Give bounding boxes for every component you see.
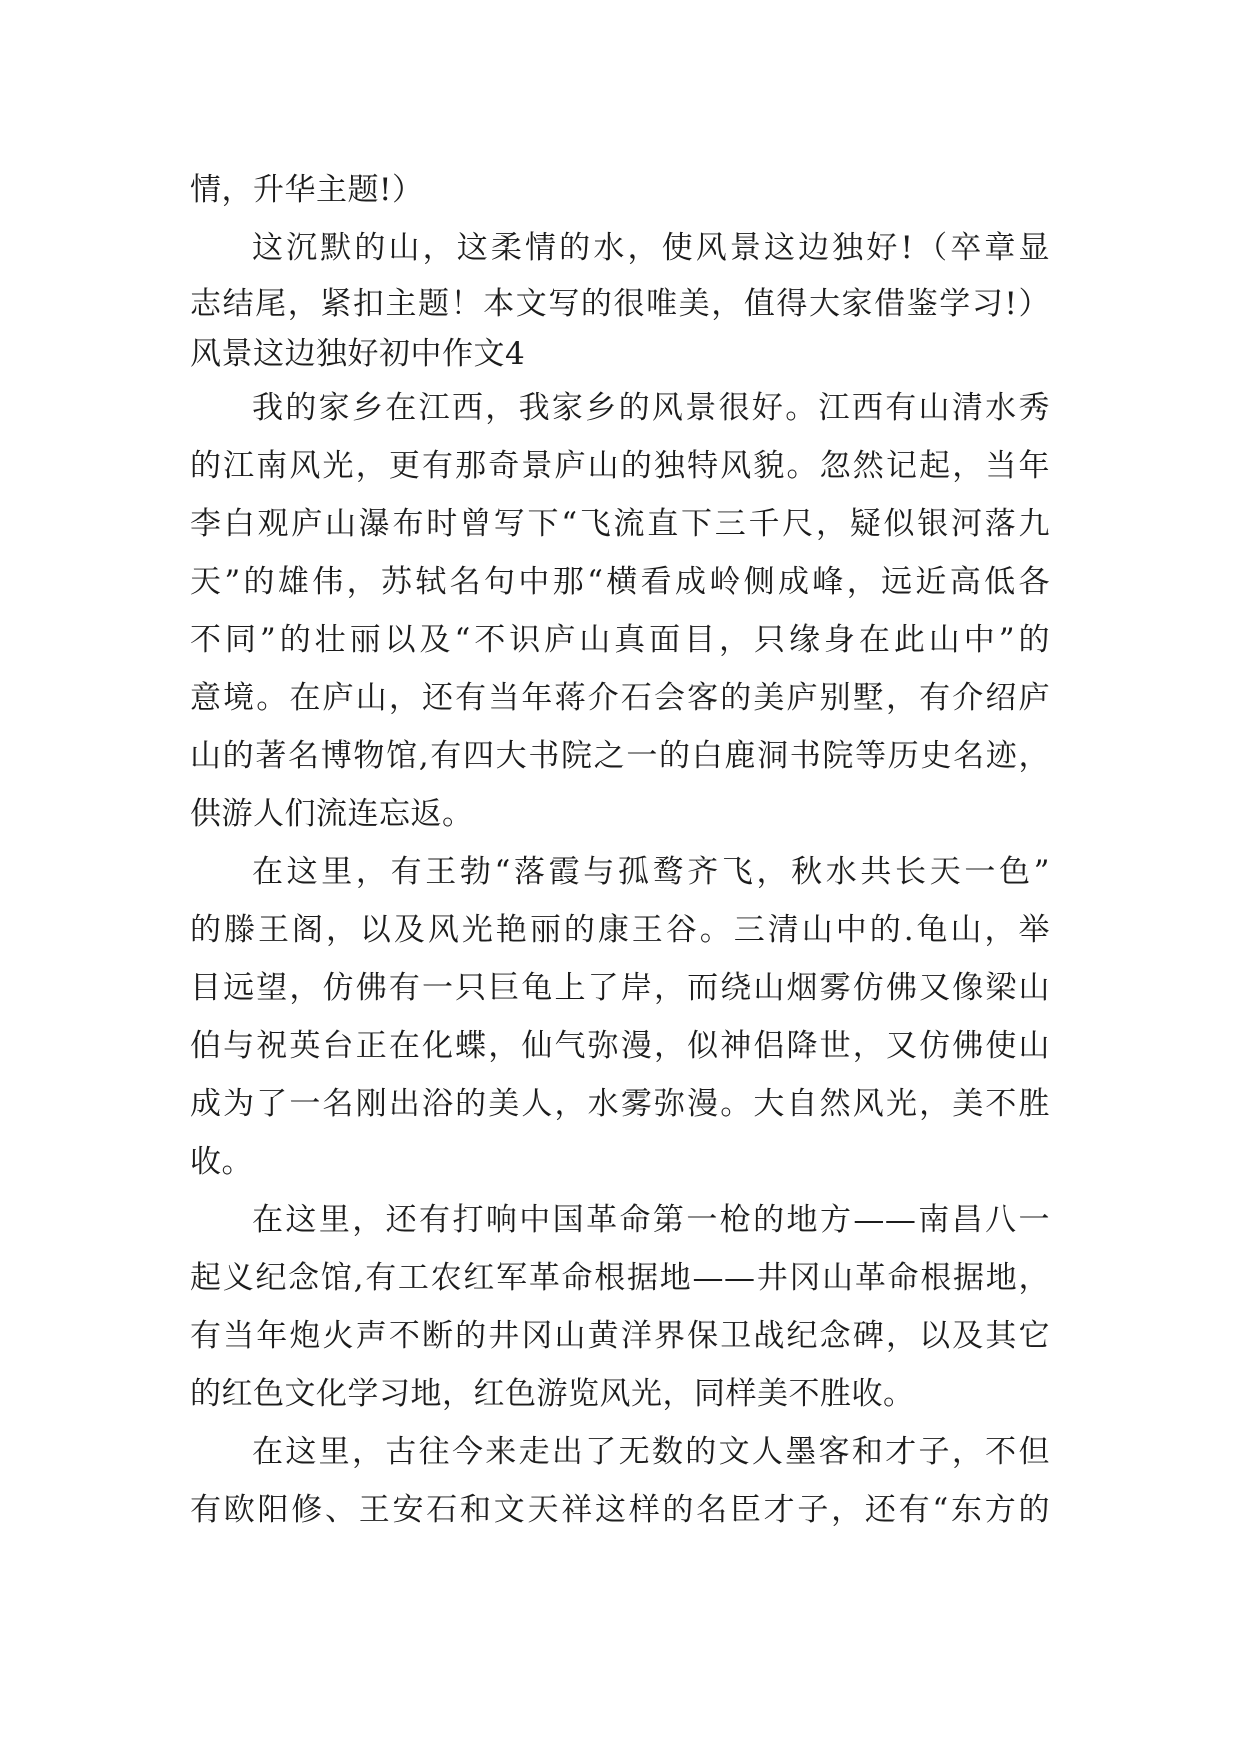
text-line: 天”的雄伟，苏轼名句中那“横看成岭侧成峰，远近高低各 [190, 564, 1050, 600]
text-line: 意境。在庐山，还有当年蒋介石会客的美庐别墅，有介绍庐 [190, 680, 1050, 716]
text-line: 在这里，还有打响中国革命第一枪的地方——南昌八一 [252, 1202, 1050, 1238]
section-heading: 风景这边独好初中作文4 [190, 336, 526, 372]
text-line: 在这里，古往今来走出了无数的文人墨客和才子，不但 [252, 1434, 1050, 1470]
text-line: 志结尾，紧扣主题！本文写的很唯美，值得大家借鉴学习!） [190, 286, 1050, 322]
text-line: 供游人们流连忘返。 [190, 796, 474, 832]
text-line: 山的著名博物馆,有四大书院之一的白鹿洞书院等历史名迹， [190, 738, 1050, 774]
text-line: 的滕王阁，以及风光艳丽的康王谷。三清山中的.龟山，举 [190, 912, 1050, 948]
text-line: 的江南风光，更有那奇景庐山的独特风貌。忽然记起，当年 [190, 448, 1050, 484]
text-line: 收。 [190, 1144, 253, 1180]
text-line: 起义纪念馆,有工农红军革命根据地——井冈山革命根据地， [190, 1260, 1050, 1296]
text-line: 李白观庐山瀑布时曾写下“飞流直下三千尺，疑似银河落九 [190, 506, 1050, 542]
text-line: 有欧阳修、王安石和文天祥这样的名臣才子，还有“东方的 [190, 1492, 1050, 1528]
text-line: 有当年炮火声不断的井冈山黄洋界保卫战纪念碑，以及其它 [190, 1318, 1050, 1354]
text-line: 伯与祝英台正在化蝶，仙气弥漫，似神侣降世，又仿佛使山 [190, 1028, 1050, 1064]
text-line: 情，升华主题!） [190, 172, 424, 208]
text-line: 在这里，有王勃“落霞与孤鹜齐飞，秋水共长天一色” [252, 854, 1050, 890]
text-line: 的红色文化学习地，红色游览风光，同样美不胜收。 [190, 1376, 915, 1412]
text-line: 目远望，仿佛有一只巨龟上了岸，而绕山烟雾仿佛又像梁山 [190, 970, 1050, 1006]
text-line: 我的家乡在江西，我家乡的风景很好。江西有山清水秀 [252, 390, 1050, 426]
text-line: 不同”的壮丽以及“不识庐山真面目，只缘身在此山中”的 [190, 622, 1050, 658]
text-line: 这沉默的山，这柔情的水，使风景这边独好!（卒章显 [252, 230, 1050, 266]
text-line: 成为了一名刚出浴的美人，水雾弥漫。大自然风光，美不胜 [190, 1086, 1050, 1122]
